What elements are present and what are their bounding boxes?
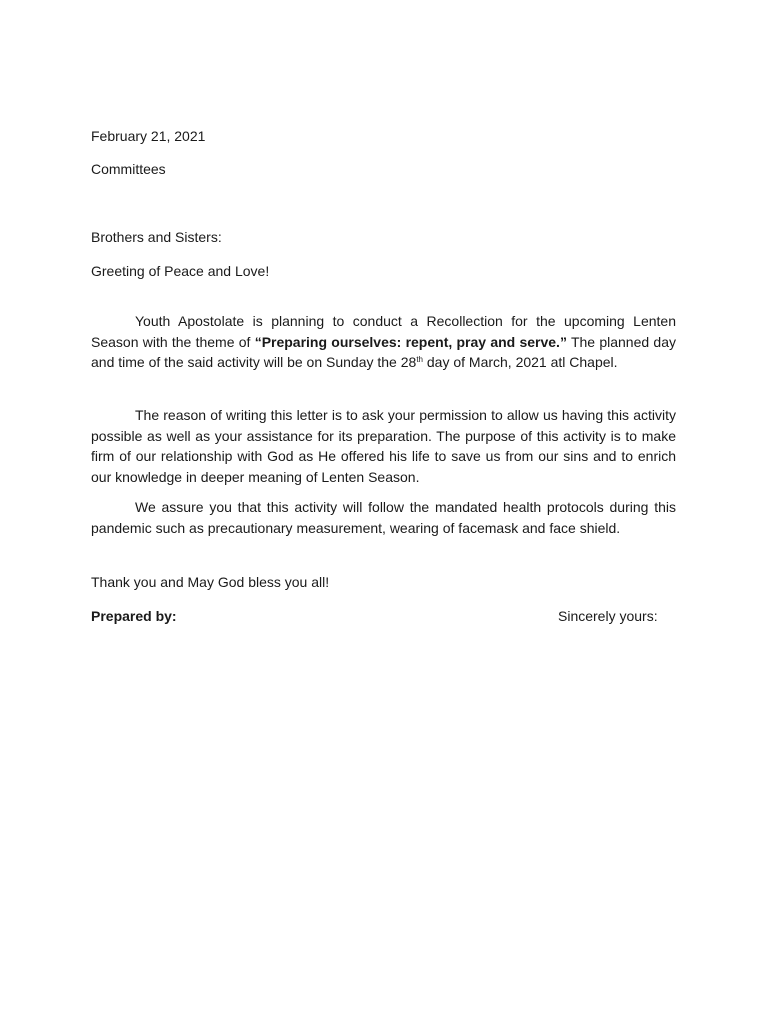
sincerely-label: Sincerely yours: xyxy=(558,608,658,624)
letter-salutation: Brothers and Sisters: xyxy=(91,229,222,245)
theme-text: “Preparing ourselves: repent, pray and serve.” xyxy=(254,333,567,350)
closing-thanks: Thank you and May God bless you all! xyxy=(91,574,330,590)
paragraph-invitation-part1: Youth Apostolate is planning to conduct a Recollection for the upcoming Lenten Season with the theme of xyxy=(91,313,676,350)
letter-recipient: Committees xyxy=(91,161,166,177)
paragraph-invitation xyxy=(91,311,676,373)
paragraph-invitation-part2: The planned day and time of the said activity will be on Sunday the 28 xyxy=(91,333,676,370)
day-ordinal-suffix: th xyxy=(416,355,423,364)
paragraph-invitation-part3: day of March, 2021 atl Chapel. xyxy=(422,354,618,370)
paragraph-purpose: The reason of writing this letter is to ask your permission to allow us having this activity possible as well as your assistance for its preparation. The purpose of this activity is to make firm of our relationship with God as He offered his life to save us from our sins and to enrich our knowledge in deeper meaning of Lenten Season. xyxy=(91,407,676,485)
letter-greeting: Greeting of Peace and Love! xyxy=(91,263,270,279)
letter-date: February 21, 2021 xyxy=(91,128,206,144)
paragraph-protocols: We assure you that this activity will follow the mandated health protocols during this pandemic such as precautionary measurement, wearing of facemask and face shield. xyxy=(91,499,676,536)
prepared-by-label: Prepared by: xyxy=(91,608,177,624)
